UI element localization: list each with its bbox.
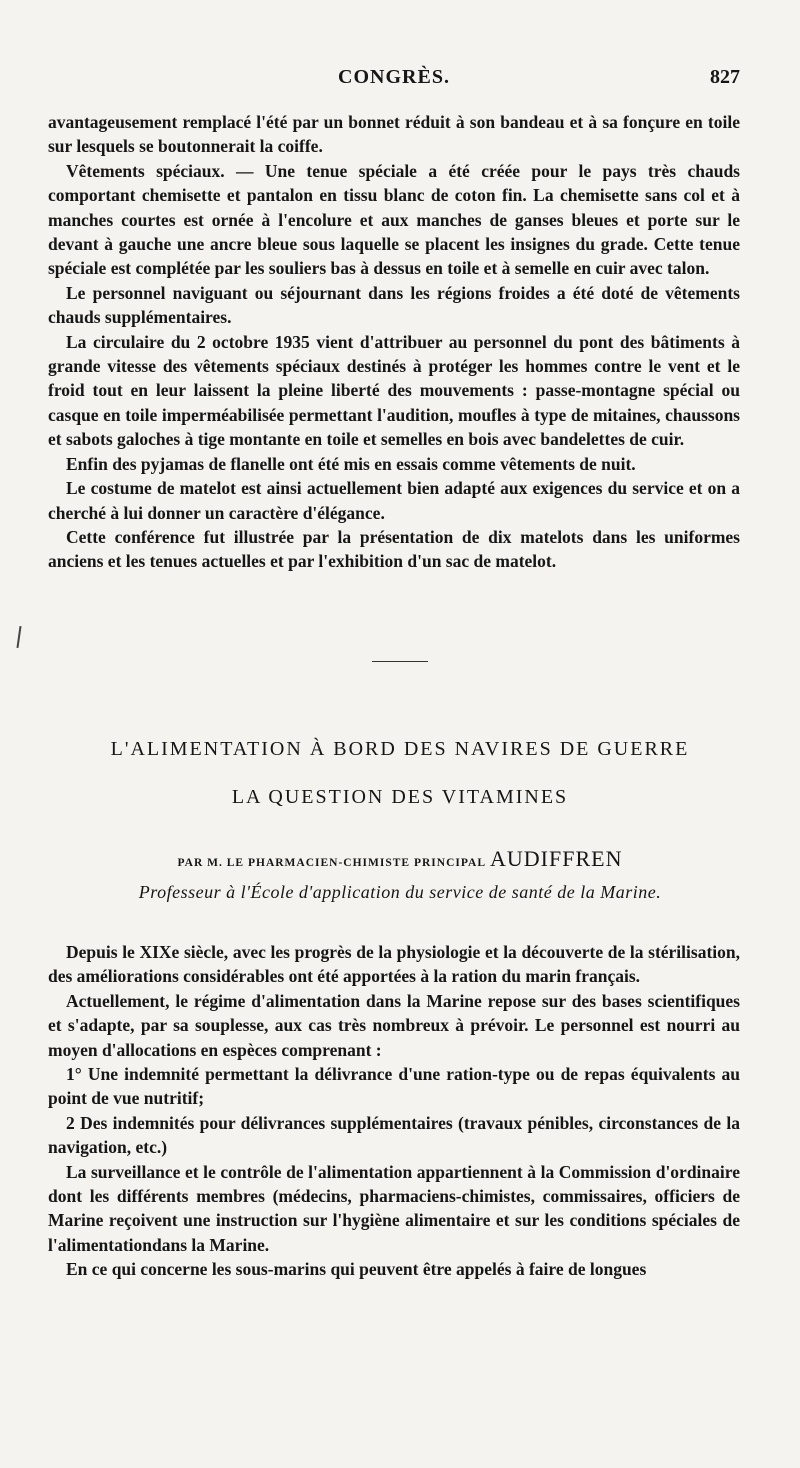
article-subtitle: LA QUESTION DES VITAMINES [231,786,569,808]
running-head [48,66,740,94]
author-affiliation: Professeur à l'École d'application du service de santé de la Marine. [138,882,662,902]
margin-mark [16,626,21,648]
paragraph: Le personnel naviguant ou séjournant dans les régions froides a été doté de vêtements chauds supplémentaires. [48,282,740,328]
running-head-title: CONGRÈS. [338,66,450,88]
paragraph: La surveillance et le contrôle de l'alimentation appartiennent à la Commission d'ordinaire dont les différents membres (médecins, pharmaciens-chimistes, commissaires, officiers de Marine reçoivent une instruction sur l'hygiène alimentaire et sur les conditions spéciales de l'alimentationdans la Marine. [48,1161,740,1255]
byline [48,846,752,872]
paragraph: Enfin des pyjamas de flanelle ont été mis en essais comme vêtements de nuit. [66,453,636,474]
author-name: AUDIFFREN [490,846,623,871]
paragraph: avantageusement remplacé l'été par un bonnet réduit à son bandeau et à sa fonçure en toile sur lesquels se boutonnerait la coiffe. [48,112,740,157]
paragraph: La circulaire du 2 octobre 1935 vient d'attribuer au personnel du pont des bâtiments à grande vitesse des vêtements spéciaux destinés à protéger les hommes contre le vent et le froid tout en leur laissent la pleine liberté des mouvements : passe-montagne spécial ou casque en toile imperméabilisée permettant l'audition, moufles à type de mitaines, chaussons et sabots galoches à tige montante en toile et semelles en bois avec bandelettes de cuir. [48,331,740,450]
paragraph: Actuellement, le régime d'alimentation dans la Marine repose sur des bases scientifiques et s'adapte, par sa souplesse, aux cas très nombreux à prévoir. Le personnel est nourri au moyen d'allocations en espèces comprenant : [48,990,740,1060]
article-title: L'ALIMENTATION À BORD DES NAVIRES DE GUERRE [110,738,690,760]
paragraph: 2 Des indemnités pour délivrances supplémentaires (travaux pénibles, circonstances de la navigation, etc.) [48,1112,740,1158]
page-number: 827 [710,66,740,88]
article-body [48,940,740,1282]
paragraph: Cette conférence fut illustrée par la présentation de dix matelots dans les uniformes anciens et les tenues actuelles et par l'exhibition d'un sac de matelot. [48,526,740,572]
section-continued-text [48,110,740,574]
byline-prefix: PAR M. LE PHARMACIEN-CHIMISTE PRINCIPAL [177,857,487,869]
section-divider [372,661,428,662]
paragraph: Vêtements spéciaux. — Une tenue spéciale a été créée pour le pays très chauds comportant chemisette et pantalon en tissu blanc de coton fin. La chemisette sans col et à manches courtes est ornée à l'encolure et aux manches de ganses bleues et porte sur le devant à gauche une ancre bleue sous laquelle se placent les insignes du grade. Cette tenue spéciale est complétée par les souliers bas à dessus en toile et à semelle en cuir avec talon. [48,160,740,279]
paragraph: 1° Une indemnité permettant la délivrance d'une ration-type ou de repas équivalents au point de vue nutritif; [48,1064,740,1109]
paragraph: Le costume de matelot est ainsi actuellement bien adapté aux exigences du service et on a cherché à lui donner un caractère d'élégance. [48,478,740,523]
paragraph: Depuis le XIXe siècle, avec les progrès de la physiologie et la découverte de la stérilisation, des améliorations considérables ont été apportées à la ration du marin français. [48,942,740,987]
paragraph: En ce qui concerne les sous-marins qui peuvent être appelés à faire de longues [66,1259,647,1280]
